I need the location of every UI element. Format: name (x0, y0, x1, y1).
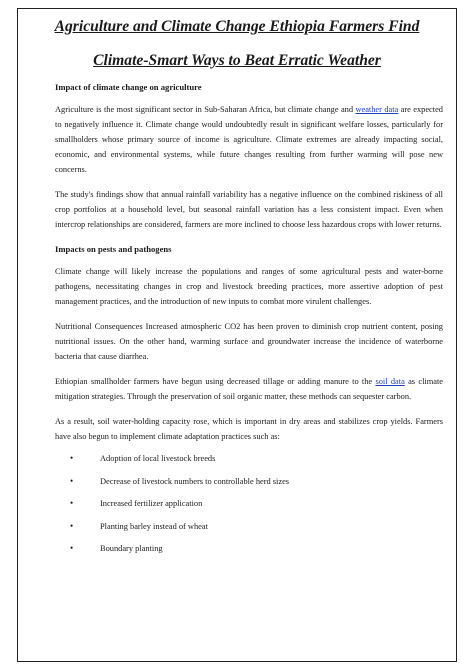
section-heading-pests-pathogens: Impacts on pests and pathogens (55, 244, 172, 254)
list-item (55, 496, 443, 511)
list-item (55, 451, 443, 466)
section-heading-climate-impact: Impact of climate change on agriculture (55, 82, 202, 92)
paragraph-text: as climate mitigation strategies. Through the preservation of soil organic matter, these methods can sequester carbon. (55, 377, 443, 401)
paragraph-pests: Climate change will likely increase the populations and ranges of some agricultural pests and water-borne pathogens, necessitating changes in crop and livestock breeding practices, more assertive adoption of pest management practices, and the introduction of new inputs to combat more virulent challenges. (55, 267, 443, 306)
paragraph-smallholder-farmers (55, 374, 443, 404)
article-title-line-1: Agriculture and Climate Change Ethiopia Farmers Find (54, 18, 420, 35)
adaptation-practices-list (55, 451, 443, 556)
bullet-icon: • (70, 475, 74, 486)
paragraph-text: Agriculture is the most significant sector in Sub-Saharan Africa, but climate change and (55, 105, 356, 114)
list-item (55, 519, 443, 534)
paragraph-text: Ethiopian smallholder farmers have begun using decreased tillage or adding manure to the (55, 377, 376, 386)
bullet-icon: • (70, 543, 74, 553)
list-item-text: Increased fertilizer application (100, 499, 203, 508)
soil-data-link[interactable]: soil data (375, 377, 405, 386)
article-body (55, 80, 443, 564)
bullet-icon: • (70, 498, 74, 508)
paragraph-agriculture-sector (55, 102, 443, 177)
paragraph-text: are expected to negatively influence it. Climate change would undoubtedly result in significant welfare losses, particularly for smallholders whose primary source of income is agriculture. Climate extremes are already impacting social, economic, and environmental systems, while future changes resulting from further warming will pose new concerns. (55, 105, 443, 174)
list-item-text: Planting barley instead of wheat (100, 521, 208, 531)
list-item-text: Decrease of livestock numbers to controllable herd sizes (100, 476, 290, 486)
bullet-icon: • (70, 520, 74, 531)
article-title-line-2: Climate-Smart Ways to Beat Erratic Weather (93, 52, 381, 69)
paragraph-soil-water: As a result, soil water-holding capacity rose, which is important in dry areas and stabilizes crop yields. Farmers have also begun to implement climate adaptation practices such as: (55, 417, 443, 441)
list-item-text: Boundary planting (100, 544, 163, 553)
list-item (55, 541, 443, 556)
weather-data-link[interactable]: weather data (355, 105, 399, 114)
paragraph-study-findings: The study's findings show that annual rainfall variability has a negative influence on the combined riskiness of all crop portfolios at a household level, but seasonal rainfall variation has a less consistent impact. Even when intercrop relationships are considered, farmers are more inclined to choose less hazardous crops with lower returns. (55, 190, 443, 229)
paragraph-nutritional-consequences: Nutritional Consequences Increased atmospheric CO2 has been proven to diminish crop nutrient content, posing nutritional issues. On the other hand, warming surface and groundwater increase the incidence of waterborne bacteria that cause diarrhea. (55, 322, 443, 361)
list-item (55, 474, 443, 489)
list-item-text: Adoption of local livestock breeds (100, 454, 216, 463)
bullet-icon: • (70, 453, 74, 463)
